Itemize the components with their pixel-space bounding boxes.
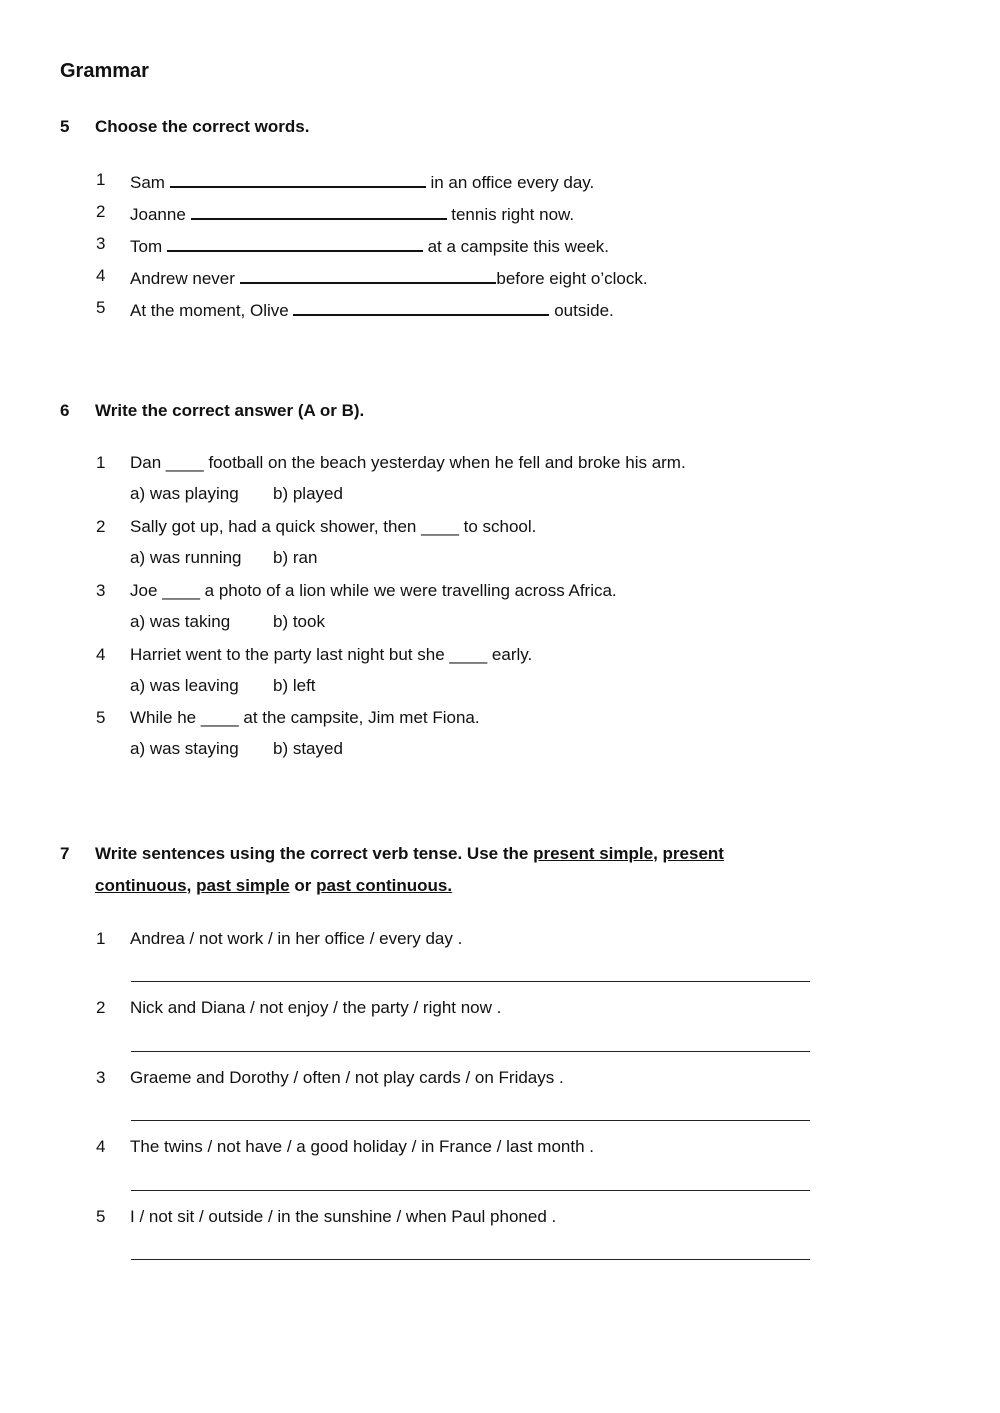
item-number: 1 xyxy=(96,453,106,472)
list-item xyxy=(0,264,1000,288)
item-text: Graeme and Dorothy / often / not play cards / on Fridays . xyxy=(130,1068,564,1087)
item-number: 3 xyxy=(96,234,106,253)
item-text: Andrea / not work / in her office / every day . xyxy=(130,929,463,948)
page-title: Grammar xyxy=(60,60,149,82)
list-item xyxy=(0,643,1000,667)
item-text-after: outside. xyxy=(554,301,614,320)
exercise-number: 7 xyxy=(60,844,70,863)
list-item xyxy=(0,232,1000,256)
item-text-before: At the moment, Olive xyxy=(130,301,289,320)
answer-blank[interactable] xyxy=(191,200,447,220)
item-text-after: in an office every day. xyxy=(430,173,595,192)
option-a[interactable]: a) was running xyxy=(130,548,242,567)
list-item xyxy=(0,168,1000,192)
answer-line[interactable] xyxy=(131,1051,810,1052)
exercise-instruction: Choose the correct words. xyxy=(95,117,310,136)
item-text: While he ____ at the campsite, Jim met Fiona. xyxy=(130,708,480,727)
tense-past-continuous: past continuous. xyxy=(316,876,453,895)
list-item xyxy=(0,996,1000,1020)
exercise-instruction: Write sentences using the correct verb tense. Use the present simple, present xyxy=(95,844,724,863)
option-a[interactable]: a) was staying xyxy=(130,739,239,758)
list-item xyxy=(0,1135,1000,1159)
list-item xyxy=(0,579,1000,603)
item-number: 3 xyxy=(96,1068,106,1087)
answer-line[interactable] xyxy=(131,1120,810,1121)
answer-blank[interactable] xyxy=(293,296,549,316)
item-text: Harriet went to the party last night but she ____ early. xyxy=(130,645,533,664)
answer-line[interactable] xyxy=(131,1259,810,1260)
answer-blank[interactable] xyxy=(240,264,496,284)
option-a[interactable]: a) was taking xyxy=(130,612,231,631)
exercise-instruction-line2: continuous, past simple or past continuous. xyxy=(95,876,453,895)
item-text: Dan ____ football on the beach yesterday when he fell and broke his arm. xyxy=(130,453,686,472)
item-number: 1 xyxy=(96,170,106,189)
item-number: 2 xyxy=(96,517,106,536)
item-text: Joe ____ a photo of a lion while we were travelling across Africa. xyxy=(130,581,617,600)
item-text-after: before eight o’clock. xyxy=(496,269,648,288)
tense-present-continuous-part1: present xyxy=(662,844,724,863)
item-number: 2 xyxy=(96,202,106,221)
item-text: The twins / not have / a good holiday / in France / last month . xyxy=(130,1137,594,1156)
item-text-after: tennis right now. xyxy=(451,205,575,224)
item-number: 5 xyxy=(96,708,106,727)
option-a[interactable]: a) was playing xyxy=(130,484,239,503)
tense-past-simple: past simple xyxy=(196,876,290,895)
option-b[interactable]: b) took xyxy=(273,612,325,631)
item-text: Nick and Diana / not enjoy / the party / right now . xyxy=(130,998,502,1017)
item-text-before: Sam xyxy=(130,173,165,192)
item-text: I / not sit / outside / in the sunshine / when Paul phoned . xyxy=(130,1207,557,1226)
item-text-before: Tom xyxy=(130,237,163,256)
exercise-number: 5 xyxy=(60,117,70,136)
list-item xyxy=(0,296,1000,320)
item-number: 5 xyxy=(96,298,106,317)
option-b[interactable]: b) stayed xyxy=(273,739,343,758)
item-number: 2 xyxy=(96,998,106,1017)
item-text-before: Andrew never xyxy=(130,269,235,288)
answer-line[interactable] xyxy=(131,1190,810,1191)
item-number: 4 xyxy=(96,266,106,285)
tense-present-continuous-part2: continuous xyxy=(95,876,187,895)
list-item xyxy=(0,706,1000,730)
option-b[interactable]: b) left xyxy=(273,676,316,695)
list-item xyxy=(0,927,1000,951)
answer-blank[interactable] xyxy=(167,232,423,252)
item-text-before: Joanne xyxy=(130,205,186,224)
list-item xyxy=(0,200,1000,224)
option-b[interactable]: b) ran xyxy=(273,548,318,567)
item-number: 4 xyxy=(96,1137,106,1156)
item-number: 3 xyxy=(96,581,106,600)
list-item xyxy=(0,1066,1000,1090)
option-a[interactable]: a) was leaving xyxy=(130,676,239,695)
item-number: 4 xyxy=(96,645,106,664)
list-item xyxy=(0,515,1000,539)
item-number: 1 xyxy=(96,929,106,948)
item-text: Sally got up, had a quick shower, then ____ to school. xyxy=(130,517,537,536)
tense-present-simple: present simple xyxy=(533,844,654,863)
list-item xyxy=(0,451,1000,475)
item-number: 5 xyxy=(96,1207,106,1226)
option-b[interactable]: b) played xyxy=(273,484,343,503)
exercise-number: 6 xyxy=(60,401,70,420)
list-item xyxy=(0,1205,1000,1229)
answer-line[interactable] xyxy=(131,981,810,982)
item-text-after: at a campsite this week. xyxy=(427,237,610,256)
exercise-instruction: Write the correct answer (A or B). xyxy=(95,401,365,420)
answer-blank[interactable] xyxy=(170,168,426,188)
